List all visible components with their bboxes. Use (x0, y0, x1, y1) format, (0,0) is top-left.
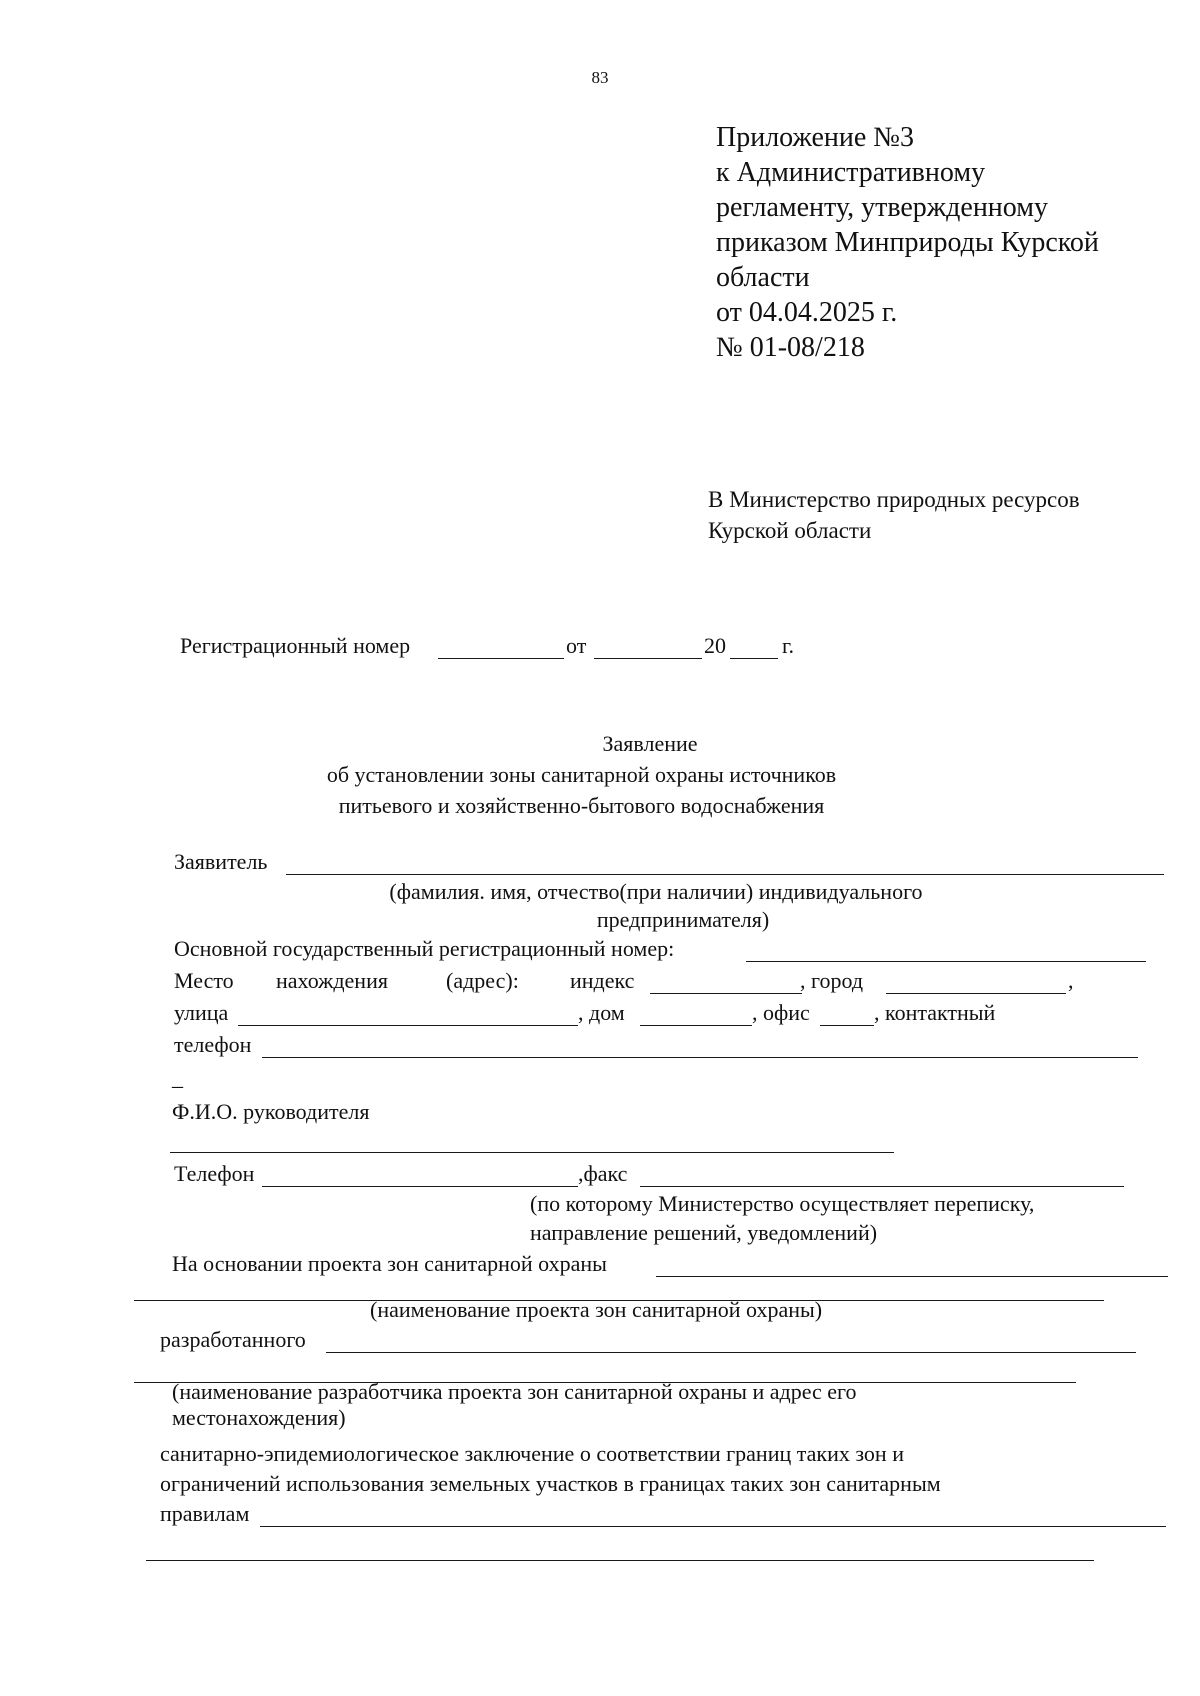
page-number: 83 (591, 68, 609, 87)
ogrn-label: Основной государственный регистрационный номер: (174, 936, 675, 961)
location-label: нахождения (276, 968, 388, 993)
contact-fax-field[interactable] (640, 1186, 1124, 1187)
city-label: , город (800, 968, 864, 993)
registration-date-field[interactable] (594, 658, 702, 659)
contact-label: , контактный (874, 1000, 996, 1025)
conclusion-line-1: санитарно-эпидемиологическое заключение о соответствии границ таких зон и (160, 1441, 904, 1466)
office-label: , офис (752, 1000, 810, 1025)
applicant-label: Заявитель (174, 849, 268, 874)
index-label: индекс (570, 968, 635, 993)
registration-year-suffix: г. (782, 633, 795, 658)
applicant-hint-1: (фамилия. имя, отчество(при наличии) индивидуального (389, 879, 923, 904)
conclusion-field[interactable] (260, 1526, 1166, 1527)
conclusion-line-2: ограничений использования земельных участков в границах таких зон санитарным (160, 1471, 941, 1496)
registration-number-label: Регистрационный номер (180, 633, 411, 658)
project-label: На основании проекта зон санитарной охраны (172, 1251, 607, 1276)
house-label: , дом (578, 1000, 625, 1025)
registration-year-prefix: 20 (704, 633, 726, 658)
document-subtitle-1: об установлении зоны санитарной охраны источников (326, 762, 837, 787)
house-field[interactable] (640, 1025, 752, 1026)
project-name-hint: (наименование проекта зон санитарной охраны) (370, 1297, 823, 1322)
contact-phone-label: Телефон (174, 1161, 255, 1186)
developed-label: разработанного (160, 1327, 306, 1352)
place-label: Место (174, 968, 234, 993)
street-field[interactable] (238, 1025, 578, 1026)
document-subtitle-2: питьевого и хозяйственно-бытового водоснабжения (338, 793, 825, 818)
annex-line: регламенту, утвержденному (716, 192, 1048, 223)
phone-label: телефон (174, 1032, 252, 1057)
addressee-block (708, 484, 1080, 546)
annex-header (716, 120, 1099, 365)
head-label: Ф.И.О. руководителя (172, 1099, 370, 1124)
annex-line: области (716, 262, 810, 293)
registration-from-label: от (566, 633, 587, 658)
index-field[interactable] (650, 993, 802, 994)
street-label: улица (174, 1000, 229, 1025)
head-name-field[interactable] (170, 1152, 894, 1153)
head-dash: _ (172, 1065, 183, 1090)
contact-hint-2: направление решений, уведомлений) (530, 1220, 878, 1245)
annex-line: от 04.04.2025 г. (716, 297, 898, 328)
contact-phone-field[interactable] (262, 1186, 578, 1187)
contact-hint-1: (по которому Министерство осуществляет переписку, (530, 1191, 1035, 1216)
city-comma: , (1068, 968, 1074, 993)
ogrn-field[interactable] (746, 961, 1146, 962)
annex-line: приказом Минприроды Курской (716, 227, 1099, 258)
developer-hint-2: местонахождения) (172, 1405, 346, 1430)
address-label: (адрес): (446, 968, 519, 993)
conclusion-extra-field[interactable] (146, 1560, 1094, 1561)
annex-line: к Административному (716, 157, 986, 188)
document-title: Заявление (602, 731, 698, 756)
project-field[interactable] (656, 1276, 1168, 1277)
registration-year-field[interactable] (730, 658, 778, 659)
annex-line: № 01-08/218 (716, 332, 865, 363)
office-field[interactable] (820, 1025, 874, 1026)
addressee-line-1: В Министерство природных ресурсов (708, 487, 1080, 512)
developed-field[interactable] (326, 1352, 1136, 1353)
city-field[interactable] (886, 993, 1066, 994)
phone-field[interactable] (262, 1057, 1138, 1058)
annex-line: Приложение №3 (716, 122, 914, 153)
addressee-line-2: Курской области (708, 518, 872, 543)
contact-fax-label: ,факс (578, 1161, 628, 1186)
registration-number-field[interactable] (438, 658, 564, 659)
conclusion-line-3: правилам (160, 1501, 250, 1526)
applicant-hint-2: предпринимателя) (596, 907, 770, 932)
applicant-field[interactable] (286, 874, 1164, 875)
developer-hint-1: (наименование разработчика проекта зон санитарной охраны и адрес его (172, 1379, 857, 1404)
